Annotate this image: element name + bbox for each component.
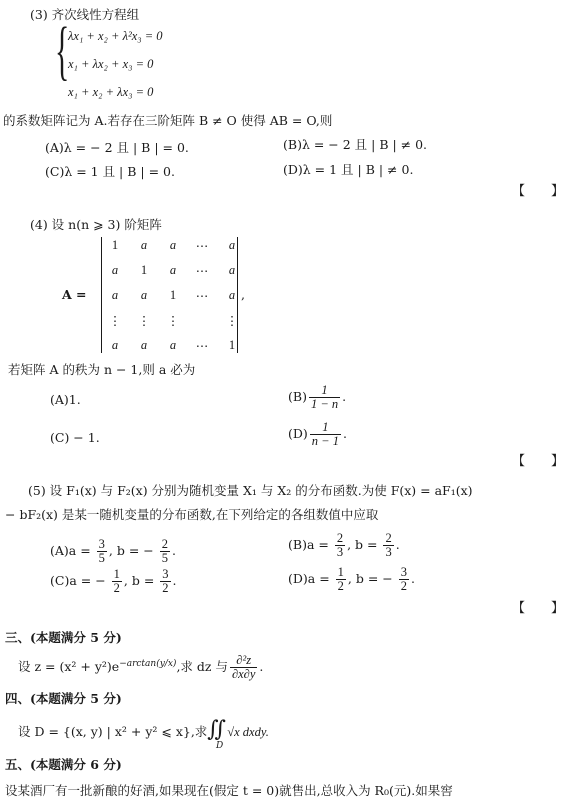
section-3-title: 三、(本题满分 5 分) [5,630,122,645]
q4-heading: (4) 设 n(n ⩾ 3) 阶矩阵 [30,217,162,232]
matrix-cell: ⋮ [225,314,239,328]
q5-option-b: (B)a = $\frac{2}{3}$ , b = $\frac{2}{3}$ . [288,531,400,560]
q3-option-d: (D)λ = 1 且 | B | ≠ 0. [283,162,414,177]
q3-equation-1: λx₁ + x₂ + λ²x₃ = 0 [68,29,163,43]
matrix-cell: a [169,263,177,277]
q3-heading: (3) 齐次线性方程组 [30,7,140,22]
q4-option-a: (A)1. [50,392,81,407]
matrix-cell: ⋯ [195,264,209,278]
matrix-cell: ⋯ [195,339,209,353]
matrix-cell: a [140,288,148,302]
q4-option-c: (C) − 1. [50,430,100,445]
matrix-cell: 1 [111,238,119,252]
q4-matrix-comma: , [241,287,245,302]
matrix-cell: a [228,288,236,302]
q4-option-d: (D) $\frac{1}{n - 1}$ . [288,420,347,449]
section-4-problem: 设 D = {(x, y) | x² + y² ⩽ x},求$∬_D√x$ dxdy. [18,717,269,751]
matrix-cell: ⋮ [108,314,122,328]
section-5-title: 五、(本题满分 6 分) [5,757,122,772]
q4-description: 若矩阵 A 的秩为 n − 1,则 a 必为 [8,362,196,377]
matrix-cell: ⋮ [137,314,151,328]
q3-equation-2: x₁ + λx₂ + x₃ = 0 [68,57,154,71]
q4-option-b: (B) $\frac{1}{1 - n}$ . [288,383,347,412]
matrix-cell: a [228,238,236,252]
q3-option-b: (B)λ = − 2 且 | B | ≠ 0. [283,137,428,152]
q5-option-c: (C)a = − $\frac{1}{2}$ , b = $\frac{3}{2}$ . [50,567,177,596]
q4-matrix-label: A = [62,287,87,302]
double-integral-icon: ∬ [207,717,227,742]
section-3-problem: 设 $z = (x^2 + y^2)e^{-arctan(y/x)}$,求 dz 与 $\frac{\text{∂²z}}{\partial x\partial y}$ . [18,653,264,682]
q5-option-d: (D)a = $\frac{1}{2}$ , b = − $\frac{3}{2}$ . [288,565,415,594]
q3-option-a: (A)λ = − 2 且 | B | = 0. [45,140,189,155]
section-4-title: 四、(本题满分 5 分) [5,691,122,706]
q3-description: 的系数矩阵记为 A.若存在三阶矩阵 B ≠ O 使得 AB = O,则 [3,113,333,128]
matrix-cell: a [111,263,119,277]
matrix-cell: 1 [140,263,148,277]
q3-option-c: (C)λ = 1 且 | B | = 0. [45,164,175,179]
matrix-cell: ⋯ [195,289,209,303]
q5-answer-bracket: 【 】 [512,601,565,616]
matrix-cell: a [140,338,148,352]
matrix-cell: a [228,263,236,277]
matrix-cell: a [111,338,119,352]
matrix-cell: a [169,338,177,352]
q5-option-a: (A)a = $\frac{3}{5}$ , b = − $\frac{2}{5}$ . [50,537,176,566]
q3-answer-bracket: 【 】 [512,184,565,199]
matrix-cell: a [169,238,177,252]
section-5-problem: 设某酒厂有一批新酿的好酒,如果现在(假定 t = 0)就售出,总收入为 R₀(元).如果窖 [5,783,453,798]
matrix-cell: 1 [228,338,236,352]
matrix-cell: ⋮ [166,314,180,328]
matrix-cell: 1 [169,288,177,302]
q4-answer-bracket: 【 】 [512,454,565,469]
matrix-cell: ⋯ [195,239,209,253]
q5-line-2: − bF₂(x) 是某一随机变量的分布函数,在下列给定的各组数值中应取 [5,507,379,522]
q3-system-brace: { [55,14,70,87]
q5-line-1: (5) 设 F₁(x) 与 F₂(x) 分别为随机变量 X₁ 与 X₂ 的分布函数.为使 F(x) = aF₁(x) [28,483,473,498]
matrix-cell: a [140,238,148,252]
q3-equation-3: x₁ + x₂ + λx₃ = 0 [68,85,154,99]
matrix-cell: a [111,288,119,302]
